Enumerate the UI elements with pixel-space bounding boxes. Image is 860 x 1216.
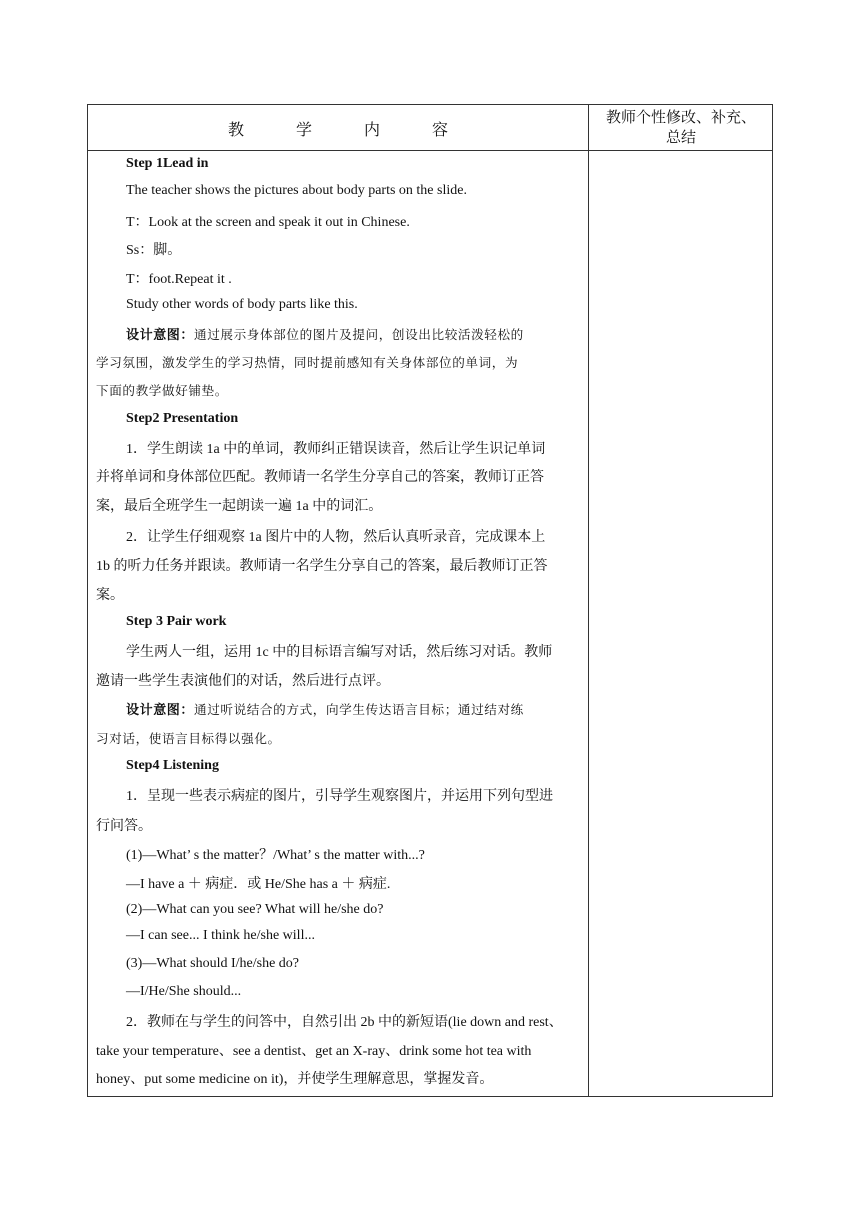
step4-line: 2．教师在与学生的问答中，自然引出 2b 中的新短语(lie down and rest、 [126,1015,563,1030]
header-teaching-content [88,105,588,151]
step4-line: take your temperature、see a dentist、get an X-ray、drink some hot tea with [96,1044,532,1059]
lesson-table [87,104,773,1097]
design-label: 设计意图： [126,327,195,342]
design-text: 通过听说结合的方式，向学生传达语言目标；通过结对练 [194,703,524,717]
design-text: 通过展示身体部位的图片及提问，创设出比较活泼轻松的 [194,328,524,342]
step4-line: (2)—What can you see? What will he/she do? [126,902,384,917]
step1-design-line: 学习氛围，激发学生的学习热情，同时提前感知有关身体部位的单词，为 [96,356,519,370]
step2-line: 2．让学生仔细观察 1a 图片中的人物，然后认真听录音，完成课本上 [126,530,546,545]
step1-title: Step 1Lead in [126,156,209,171]
teacher-notes-cell[interactable] [589,151,773,1097]
header-notes-line2: 总结 [665,130,696,146]
step1-design-line: 下面的教学做好铺垫。 [96,384,228,398]
step2-line: 并将单词和身体部位匹配。教师请一名学生分享自己的答案，教师订正答 [96,470,544,485]
step4-line: (1)—What’ s the matter？/What’ s the matter with...? [126,848,425,863]
step2-line: 案。 [96,588,124,603]
step3-design-intent [126,699,524,718]
step4-line: (3)—What should I/he/she do? [126,956,300,971]
step3-line: 邀请一些学生表演他们的对话，然后进行点评。 [96,674,390,689]
table-header-row [88,105,772,151]
step3-line: 学生两人一组，运用 1c 中的目标语言编写对话，然后练习对话。教师 [126,645,553,660]
header-char: 教 [227,121,244,139]
header-teacher-notes [589,105,773,151]
step1-line: Study other words of body parts like this. [126,297,358,312]
step4-line: —I/He/She should... [126,984,242,999]
step2-line: 案，最后全班学生一起朗读一遍 1a 中的词汇。 [96,499,383,514]
step2-line: 1．学生朗读 1a 中的单词，教师纠正错误读音，然后让学生识记单词 [126,442,546,457]
step4-title: Step4 Listening [126,758,219,773]
step4-line: honey、put some medicine on it)，并使学生理解意思，掌握发音。 [96,1072,494,1087]
header-char: 容 [432,121,449,139]
design-label: 设计意图： [126,702,195,717]
step4-line: —I have a ＋ 病症．或 He/She has a ＋ 病症. [126,877,391,892]
step1-line: T：Look at the screen and speak it out in Chinese. [126,215,410,230]
step3-title: Step 3 Pair work [126,614,227,629]
header-notes-line1: 教师个性修改、补充、 [605,110,756,126]
header-char: 学 [295,121,312,139]
step4-line: 1．呈现一些表示病症的图片，引导学生观察图片，并运用下列句型进 [126,789,553,804]
step4-line: —I can see... I think he/she will... [126,928,315,943]
header-char: 内 [364,121,381,139]
step1-line: The teacher shows the pictures about body parts on the slide. [126,183,467,198]
step3-design-line: 习对话，使语言目标得以强化。 [96,732,281,746]
step4-line: 行问答。 [96,819,152,834]
step1-line: T：foot.Repeat it . [126,272,232,287]
step1-design-intent [126,324,524,343]
step2-line: 1b 的听力任务并跟读。教师请一名学生分享自己的答案，最后教师订正答 [96,559,548,574]
step1-line: Ss：脚。 [126,243,182,258]
step2-title: Step2 Presentation [126,411,239,426]
